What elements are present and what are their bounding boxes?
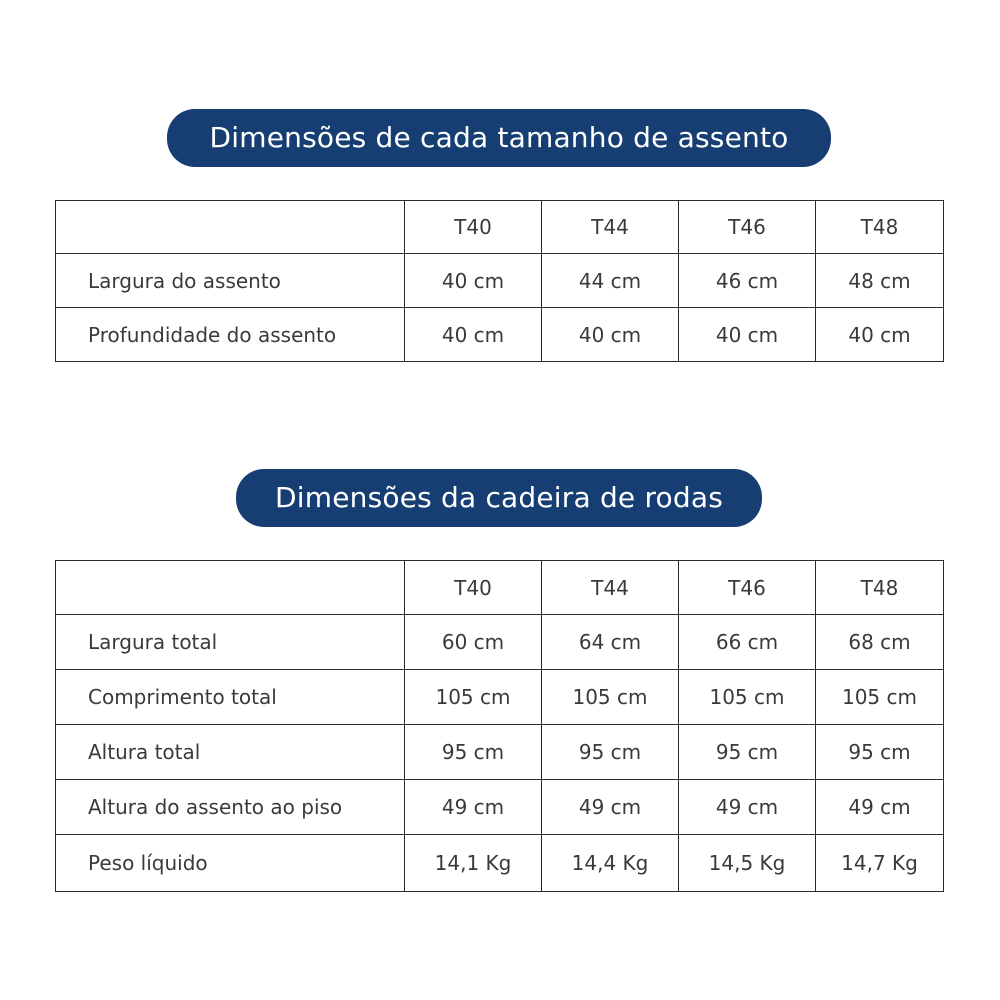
header-t44: T44 bbox=[542, 201, 679, 254]
cell-t46: 14,5 Kg bbox=[679, 835, 816, 892]
cell-t40: 40 cm bbox=[405, 308, 542, 362]
header-t40: T40 bbox=[405, 561, 542, 615]
row-label: Altura do assento ao piso bbox=[56, 780, 405, 835]
wheelchair-dimensions-table bbox=[55, 560, 944, 892]
cell-t44: 40 cm bbox=[542, 308, 679, 362]
cell-t40: 40 cm bbox=[405, 254, 542, 308]
cell-t40: 14,1 Kg bbox=[405, 835, 542, 892]
cell-t44: 49 cm bbox=[542, 780, 679, 835]
table-header-row bbox=[56, 201, 944, 254]
table-header-row bbox=[56, 561, 944, 615]
table-row bbox=[56, 835, 944, 892]
cell-t48: 49 cm bbox=[816, 780, 944, 835]
cell-t44: 95 cm bbox=[542, 725, 679, 780]
table-row bbox=[56, 725, 944, 780]
seat-size-table bbox=[55, 200, 944, 362]
table-row bbox=[56, 615, 944, 670]
row-label: Peso líquido bbox=[56, 835, 405, 892]
row-label: Profundidade do assento bbox=[56, 308, 405, 362]
cell-t44: 64 cm bbox=[542, 615, 679, 670]
cell-t44: 105 cm bbox=[542, 670, 679, 725]
cell-t40: 105 cm bbox=[405, 670, 542, 725]
header-t48: T48 bbox=[816, 201, 944, 254]
cell-t46: 49 cm bbox=[679, 780, 816, 835]
header-t46: T46 bbox=[679, 201, 816, 254]
cell-t46: 46 cm bbox=[679, 254, 816, 308]
wheelchair-section-title: Dimensões da cadeira de rodas bbox=[236, 469, 762, 527]
cell-t48: 95 cm bbox=[816, 725, 944, 780]
header-t44: T44 bbox=[542, 561, 679, 615]
cell-t46: 95 cm bbox=[679, 725, 816, 780]
cell-t46: 66 cm bbox=[679, 615, 816, 670]
header-t40: T40 bbox=[405, 201, 542, 254]
cell-t48: 48 cm bbox=[816, 254, 944, 308]
cell-t40: 60 cm bbox=[405, 615, 542, 670]
cell-t48: 40 cm bbox=[816, 308, 944, 362]
header-empty-cell bbox=[56, 201, 405, 254]
header-t46: T46 bbox=[679, 561, 816, 615]
cell-t46: 40 cm bbox=[679, 308, 816, 362]
table-row bbox=[56, 254, 944, 308]
header-empty-cell bbox=[56, 561, 405, 615]
cell-t48: 68 cm bbox=[816, 615, 944, 670]
table-row bbox=[56, 780, 944, 835]
table-row bbox=[56, 670, 944, 725]
seat-size-section-title: Dimensões de cada tamanho de assento bbox=[167, 109, 831, 167]
cell-t46: 105 cm bbox=[679, 670, 816, 725]
row-label: Altura total bbox=[56, 725, 405, 780]
row-label: Comprimento total bbox=[56, 670, 405, 725]
cell-t40: 49 cm bbox=[405, 780, 542, 835]
cell-t40: 95 cm bbox=[405, 725, 542, 780]
cell-t48: 105 cm bbox=[816, 670, 944, 725]
row-label: Largura do assento bbox=[56, 254, 405, 308]
cell-t48: 14,7 Kg bbox=[816, 835, 944, 892]
header-t48: T48 bbox=[816, 561, 944, 615]
cell-t44: 14,4 Kg bbox=[542, 835, 679, 892]
row-label: Largura total bbox=[56, 615, 405, 670]
cell-t44: 44 cm bbox=[542, 254, 679, 308]
table-row bbox=[56, 308, 944, 362]
